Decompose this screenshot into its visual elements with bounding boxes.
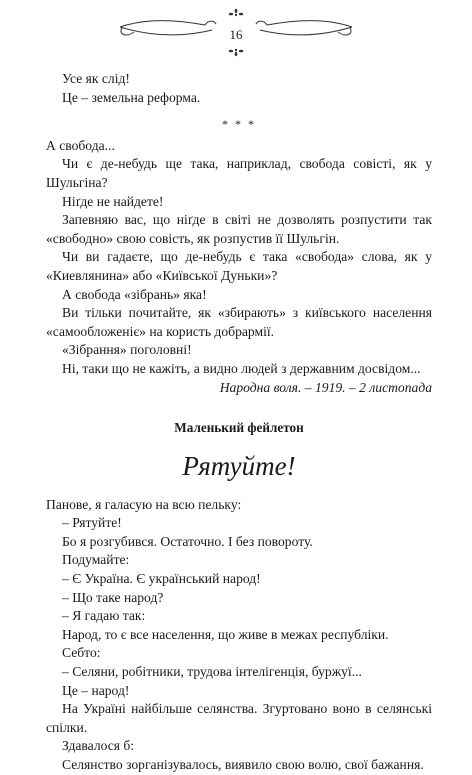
paragraph: Ніґде не найдете! <box>62 193 164 209</box>
paragraph: На Україні найбільше селянства. Згуртовано воно в селянські спілки. <box>46 701 432 735</box>
paragraph: А свобода... <box>46 137 115 153</box>
paragraph: «Зібрання» поголовні! <box>62 342 192 358</box>
paragraph: Панове, я галасую на всю пельку: <box>46 496 242 512</box>
text-line: Це – земельна реформа. <box>62 89 201 105</box>
page-body <box>46 70 432 775</box>
paragraph: Ні, таки що не кажіть, а видно людей з державним досвідом... <box>62 360 421 376</box>
paragraph: Ви тільки почитайте, як «збирають» з київського населення «самообложеніє» на користь добрармії. <box>46 305 432 339</box>
paragraph: Здавалося б: <box>62 738 135 754</box>
paragraph: Чи є де-небудь ще така, наприклад, свобода совісті, як у Шульгіна? <box>46 156 432 190</box>
paragraph: Бо я розгубився. Остаточно. І без повороту. <box>62 533 313 549</box>
paragraph: А свобода «зібрань» яка! <box>62 286 207 302</box>
paragraph: Чи ви гадаєте, що де-небудь є така «свобода» слова, як у «Киевлянина» або «Київської Дуньки»? <box>46 249 432 283</box>
paragraph: – Є Україна. Є український народ! <box>62 571 261 587</box>
paragraph: Подумайте: <box>62 552 130 568</box>
feuilleton-title: Рятуйте! <box>182 450 296 481</box>
paragraph: Себто: <box>62 645 101 661</box>
paragraph: – Я гадаю так: <box>62 608 146 624</box>
paragraph: – Що таке народ? <box>62 589 164 605</box>
paragraph: Народ, то є все населення, що живе в межах республіки. <box>62 626 389 642</box>
paragraph: – Селяни, робітники, трудова інтелігенція, буржуї... <box>62 664 362 680</box>
page-header <box>0 0 472 60</box>
source-signature: Народна воля. – 1919. – 2 листопада <box>219 379 432 395</box>
paragraph: Запевняю вас, що ніґде в світі не дозволять розпустити так «свободно» свою совість, як розпустив її Шульгін. <box>46 212 432 246</box>
paragraph: Селянство зорганізувалось, виявило свою волю, свої бажання. <box>62 757 424 772</box>
text-line: Усе як слід! <box>62 71 130 86</box>
section-separator: * * * <box>222 117 256 132</box>
feuilleton-subtitle: Маленький фейлетон <box>174 420 304 436</box>
page-number: 16 <box>229 27 243 42</box>
paragraph: – Рятуйте! <box>62 515 122 531</box>
paragraph: Це – народ! <box>62 682 130 698</box>
